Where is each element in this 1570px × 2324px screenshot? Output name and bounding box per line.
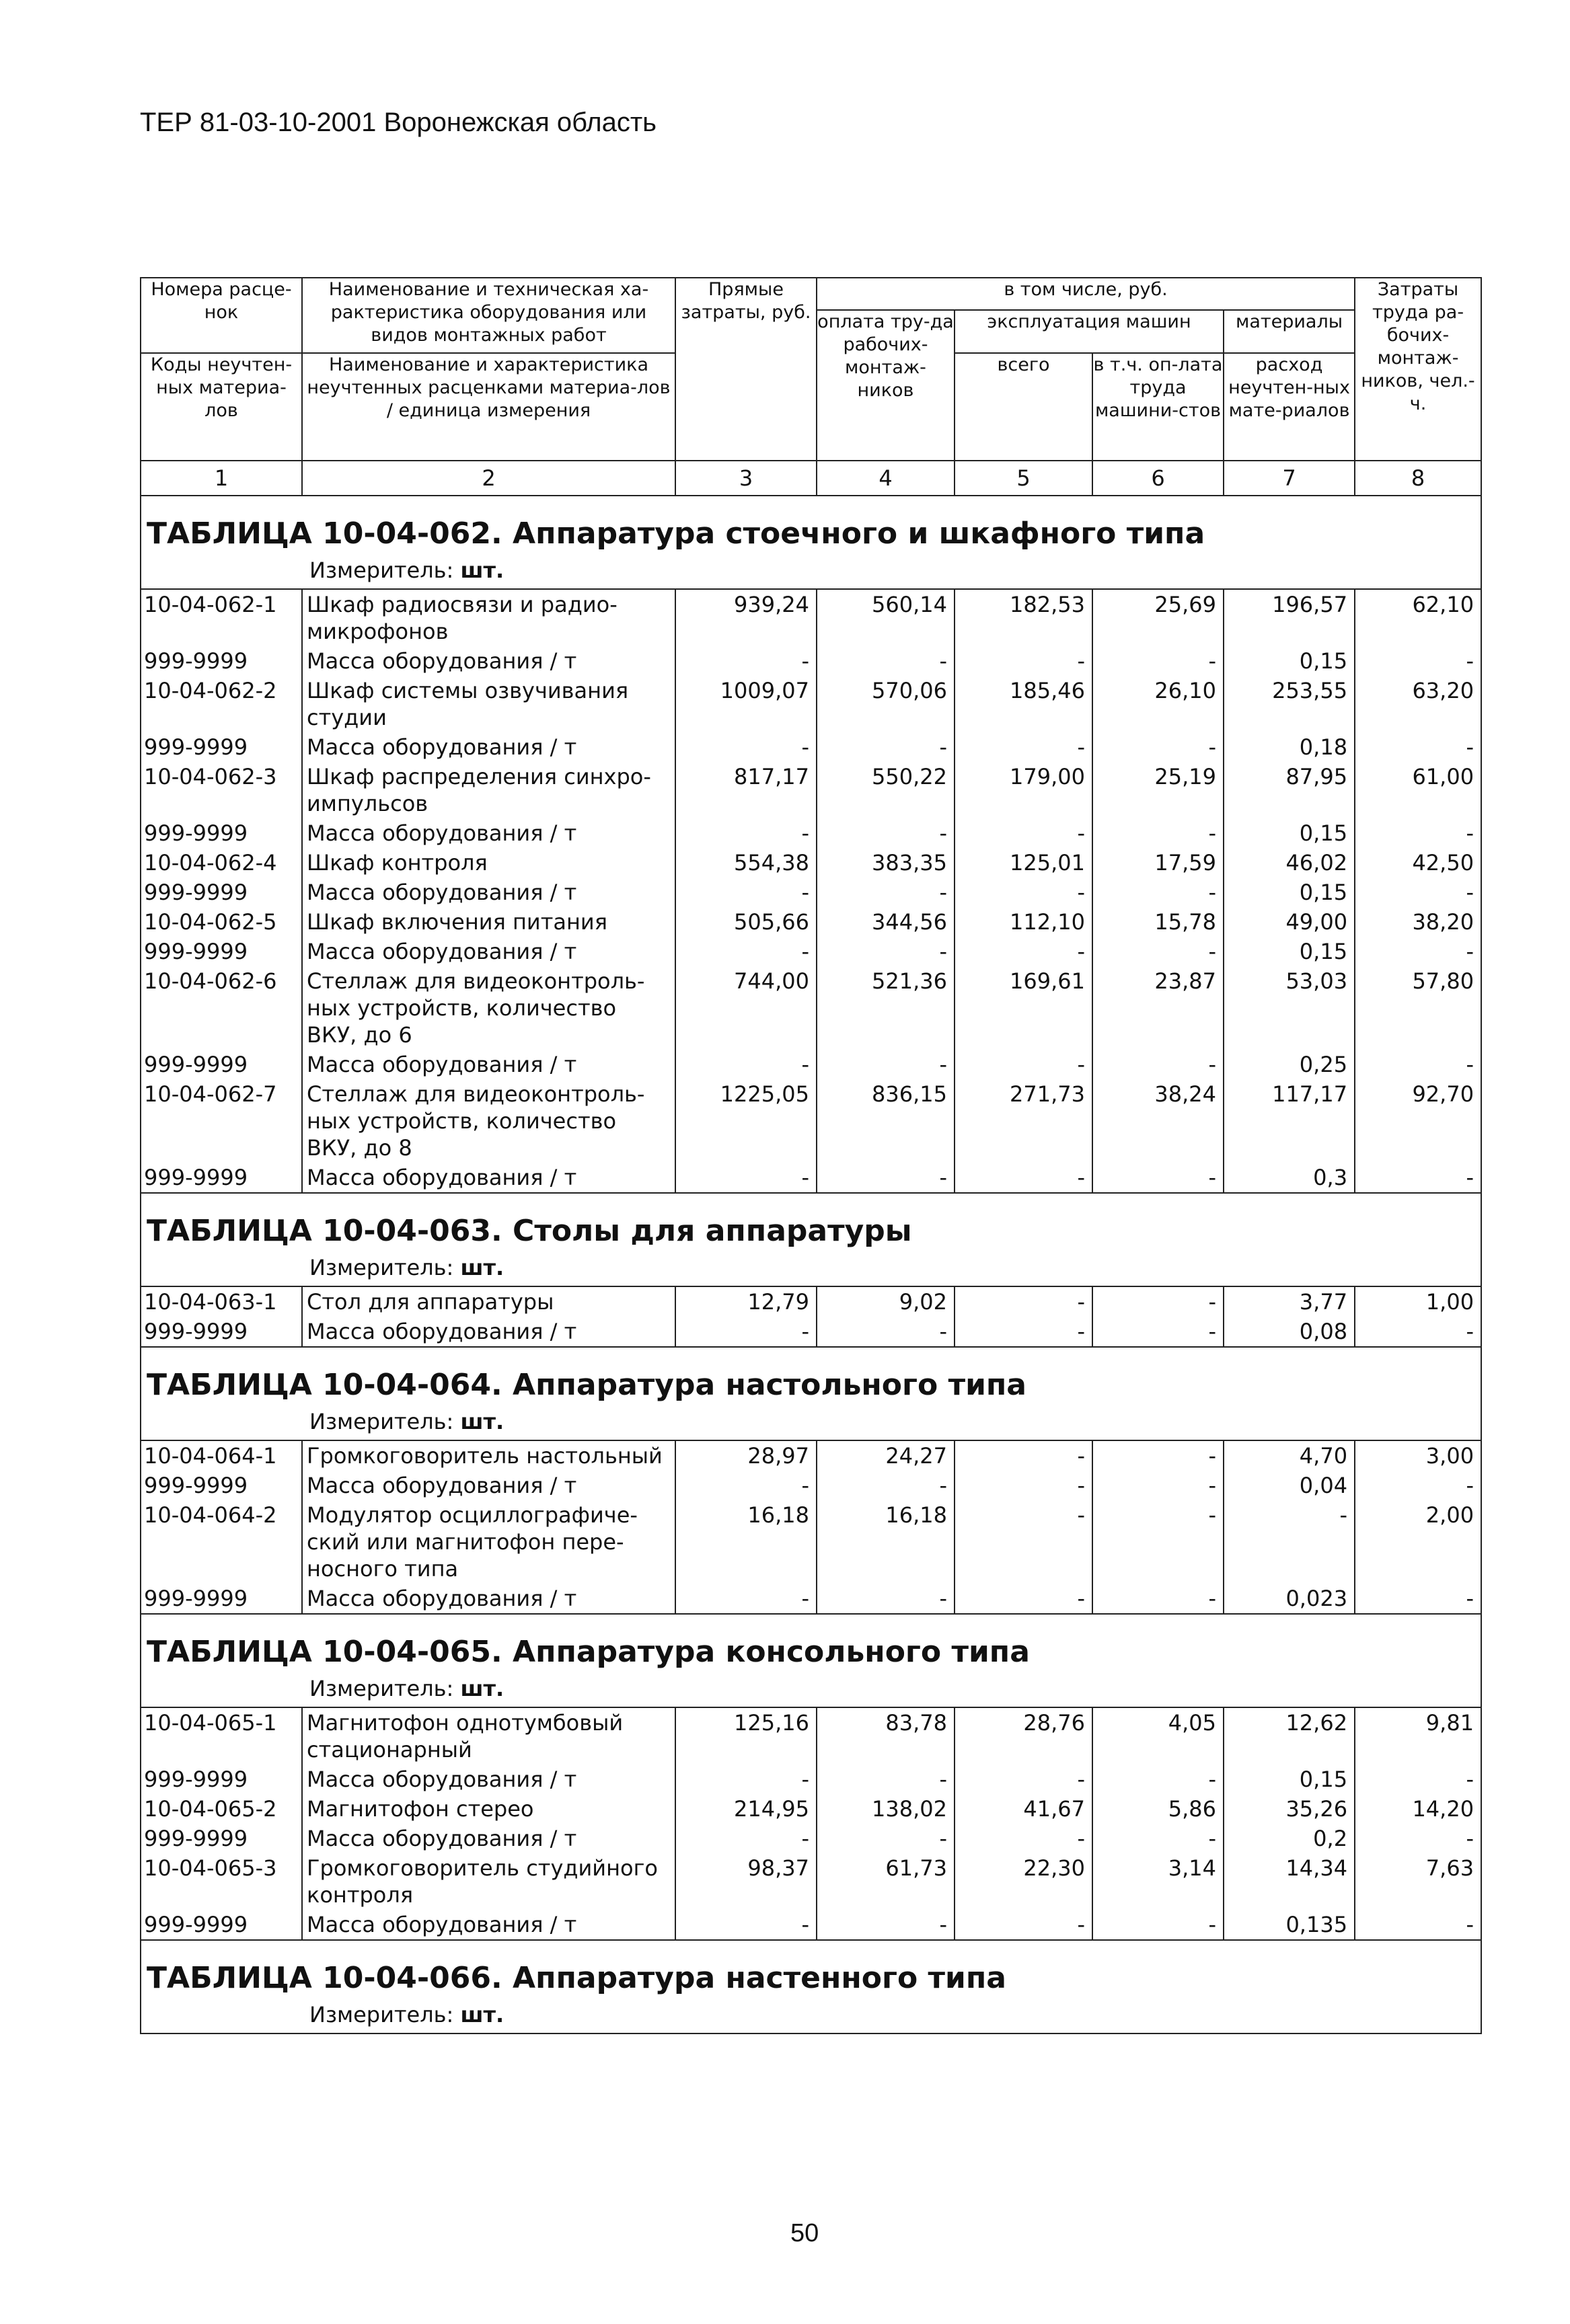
item-name: Шкаф радиосвязи и радио-микрофонов — [302, 589, 675, 646]
labor-hours: 63,20 — [1355, 676, 1481, 732]
measure-label: Измеритель: — [309, 1409, 454, 1434]
direct-cost: - — [675, 937, 817, 966]
item-name: Стеллаж для видеоконтроль-ных устройств, количество ВКУ, до 6 — [302, 966, 675, 1050]
table-header — [141, 278, 1481, 496]
item-name: Масса оборудования / т — [302, 732, 675, 762]
measure-unit: шт. — [460, 1255, 504, 1280]
machine-cost: - — [955, 1317, 1092, 1347]
material-row — [141, 878, 1481, 907]
machine-cost: - — [955, 1584, 1092, 1614]
item-name: Шкаф контроля — [302, 848, 675, 878]
item-name: Магнитофон стерео — [302, 1794, 675, 1824]
direct-cost: - — [675, 1050, 817, 1079]
material-row — [141, 1471, 1481, 1500]
table-title: ТАБЛИЦА 10-04-065. Аппаратура консольного типа — [147, 1635, 1030, 1669]
table-section-header — [141, 496, 1481, 589]
item-name: Магнитофон однотумбовый стационарный — [302, 1707, 675, 1765]
measure-label: Измеритель: — [309, 1255, 454, 1280]
direct-cost: 12,79 — [675, 1286, 817, 1317]
col3-header: Прямые затраты, руб. — [675, 278, 817, 461]
labor-cost: - — [817, 937, 955, 966]
labor-cost: - — [817, 1824, 955, 1853]
rate-row — [141, 1853, 1481, 1910]
rate-row — [141, 676, 1481, 732]
measure-unit: шт. — [460, 557, 504, 583]
rate-code: 10-04-062-1 — [141, 589, 302, 646]
col7-header: расход неучтен-ных мате-риалов — [1224, 353, 1355, 461]
labor-cost: - — [817, 878, 955, 907]
labor-cost: - — [817, 1910, 955, 1940]
material-usage: 0,3 — [1224, 1163, 1355, 1193]
table-title: ТАБЛИЦА 10-04-062. Аппаратура стоечного и шкафного типа — [147, 516, 1205, 551]
measure-line — [141, 1673, 1481, 1707]
machine-cost: - — [955, 646, 1092, 676]
machine-cost: - — [955, 1286, 1092, 1317]
machinist-labor-cost: 25,19 — [1092, 762, 1224, 818]
machinist-labor-cost: - — [1092, 1050, 1224, 1079]
table-section-header — [141, 1614, 1481, 1707]
rate-row — [141, 1794, 1481, 1824]
item-name: Масса оборудования / т — [302, 1824, 675, 1853]
measure-line — [141, 555, 1481, 588]
labor-hours: - — [1355, 1050, 1481, 1079]
rate-row — [141, 1500, 1481, 1584]
column-number: 5 — [955, 461, 1092, 496]
labor-cost: 61,73 — [817, 1853, 955, 1910]
item-name: Шкаф системы озвучивания студии — [302, 676, 675, 732]
labor-hours: 61,00 — [1355, 762, 1481, 818]
material-usage: 35,26 — [1224, 1794, 1355, 1824]
item-name: Громкоговоритель студийного контроля — [302, 1853, 675, 1910]
rate-code: 999-9999 — [141, 1824, 302, 1853]
column-number: 6 — [1092, 461, 1224, 496]
material-usage: 0,15 — [1224, 646, 1355, 676]
machine-cost: 28,76 — [955, 1707, 1092, 1765]
rate-row — [141, 966, 1481, 1050]
labor-hours: - — [1355, 1765, 1481, 1794]
machine-cost: - — [955, 1050, 1092, 1079]
rate-row — [141, 1079, 1481, 1163]
measure-unit: шт. — [460, 1676, 504, 1701]
labor-cost: 836,15 — [817, 1079, 955, 1163]
column-number: 2 — [302, 461, 675, 496]
machine-cost: 22,30 — [955, 1853, 1092, 1910]
labor-hours: - — [1355, 1824, 1481, 1853]
labor-cost: - — [817, 1163, 955, 1193]
machinist-labor-cost: - — [1092, 1286, 1224, 1317]
material-usage: 87,95 — [1224, 762, 1355, 818]
measure-unit: шт. — [460, 2002, 504, 2027]
material-usage: 53,03 — [1224, 966, 1355, 1050]
rate-row — [141, 762, 1481, 818]
machinist-labor-cost: - — [1092, 1500, 1224, 1584]
machinist-labor-cost: - — [1092, 1440, 1224, 1471]
material-usage: 0,08 — [1224, 1317, 1355, 1347]
machine-cost: - — [955, 1500, 1092, 1584]
labor-hours: 9,81 — [1355, 1707, 1481, 1765]
measure-label: Измеритель: — [309, 2002, 454, 2027]
item-name: Масса оборудования / т — [302, 646, 675, 676]
machinist-labor-cost: - — [1092, 937, 1224, 966]
material-usage: 49,00 — [1224, 907, 1355, 937]
machine-cost: 271,73 — [955, 1079, 1092, 1163]
machine-cost: 182,53 — [955, 589, 1092, 646]
labor-hours: 62,10 — [1355, 589, 1481, 646]
labor-hours: - — [1355, 937, 1481, 966]
labor-cost: - — [817, 1317, 955, 1347]
machine-cost: 41,67 — [955, 1794, 1092, 1824]
machines-header: эксплуатация машин — [955, 310, 1224, 353]
machinist-labor-cost: 23,87 — [1092, 966, 1224, 1050]
direct-cost: - — [675, 1163, 817, 1193]
labor-cost: 138,02 — [817, 1794, 955, 1824]
direct-cost: - — [675, 878, 817, 907]
labor-hours: - — [1355, 1317, 1481, 1347]
machine-cost: - — [955, 937, 1092, 966]
labor-hours: 14,20 — [1355, 1794, 1481, 1824]
rate-code: 999-9999 — [141, 1765, 302, 1794]
labor-hours: 38,20 — [1355, 907, 1481, 937]
rates-table — [140, 277, 1482, 2034]
machinist-labor-cost: 3,14 — [1092, 1853, 1224, 1910]
group-header: в том числе, руб. — [817, 278, 1355, 310]
rate-row — [141, 848, 1481, 878]
item-name: Масса оборудования / т — [302, 1471, 675, 1500]
labor-hours: - — [1355, 878, 1481, 907]
item-name: Стол для аппаратуры — [302, 1286, 675, 1317]
rate-row — [141, 1440, 1481, 1471]
labor-cost: 383,35 — [817, 848, 955, 878]
labor-hours: - — [1355, 1471, 1481, 1500]
item-name: Масса оборудования / т — [302, 878, 675, 907]
column-number: 4 — [817, 461, 955, 496]
material-row — [141, 1910, 1481, 1940]
direct-cost: - — [675, 818, 817, 848]
machine-cost: - — [955, 818, 1092, 848]
direct-cost: 505,66 — [675, 907, 817, 937]
rate-row — [141, 1707, 1481, 1765]
labor-cost: - — [817, 1050, 955, 1079]
rate-code: 10-04-062-7 — [141, 1079, 302, 1163]
direct-cost: 744,00 — [675, 966, 817, 1050]
material-usage: 196,57 — [1224, 589, 1355, 646]
direct-cost: 554,38 — [675, 848, 817, 878]
materials-header: материалы — [1224, 310, 1355, 353]
table-section-header — [141, 1347, 1481, 1440]
rate-row — [141, 907, 1481, 937]
material-row — [141, 1584, 1481, 1614]
labor-cost: 550,22 — [817, 762, 955, 818]
material-row — [141, 937, 1481, 966]
labor-hours: 3,00 — [1355, 1440, 1481, 1471]
direct-cost: - — [675, 646, 817, 676]
machinist-labor-cost: 17,59 — [1092, 848, 1224, 878]
direct-cost: 98,37 — [675, 1853, 817, 1910]
rate-code: 999-9999 — [141, 1910, 302, 1940]
table-title: ТАБЛИЦА 10-04-066. Аппаратура настенного типа — [147, 1961, 1006, 1995]
labor-hours: 1,00 — [1355, 1286, 1481, 1317]
machine-cost: - — [955, 732, 1092, 762]
material-usage: 0,135 — [1224, 1910, 1355, 1940]
machinist-labor-cost: 38,24 — [1092, 1079, 1224, 1163]
labor-hours: - — [1355, 818, 1481, 848]
machine-cost: 125,01 — [955, 848, 1092, 878]
machine-cost: 185,46 — [955, 676, 1092, 732]
material-usage: 0,04 — [1224, 1471, 1355, 1500]
col2-top-header: Наименование и техническая ха-рактеристика оборудования или видов монтажных работ — [302, 278, 675, 353]
measure-line — [141, 1406, 1481, 1440]
material-usage: 0,023 — [1224, 1584, 1355, 1614]
labor-hours: 2,00 — [1355, 1500, 1481, 1584]
direct-cost: 214,95 — [675, 1794, 817, 1824]
measure-unit: шт. — [460, 1409, 504, 1434]
labor-cost: 83,78 — [817, 1707, 955, 1765]
rate-code: 10-04-062-2 — [141, 676, 302, 732]
item-name: Шкаф распределения синхро-импульсов — [302, 762, 675, 818]
material-row — [141, 1317, 1481, 1347]
material-row — [141, 646, 1481, 676]
labor-cost: - — [817, 646, 955, 676]
rate-code: 999-9999 — [141, 878, 302, 907]
col1-bottom-header: Коды неучтен-ных материа-лов — [141, 353, 302, 461]
direct-cost: - — [675, 1471, 817, 1500]
material-usage: 3,77 — [1224, 1286, 1355, 1317]
material-usage: 0,15 — [1224, 937, 1355, 966]
direct-cost: - — [675, 1765, 817, 1794]
rate-code: 999-9999 — [141, 1317, 302, 1347]
material-usage: 12,62 — [1224, 1707, 1355, 1765]
labor-cost: 570,06 — [817, 676, 955, 732]
rate-code: 999-9999 — [141, 1584, 302, 1614]
material-usage: 0,25 — [1224, 1050, 1355, 1079]
col4-header: оплата тру-да рабочих-монтаж-ников — [817, 310, 955, 461]
direct-cost: 28,97 — [675, 1440, 817, 1471]
rate-code: 10-04-063-1 — [141, 1286, 302, 1317]
page-number: 50 — [790, 2219, 819, 2247]
col5-header: всего — [955, 353, 1092, 461]
table-section-cell — [141, 1940, 1481, 2034]
material-usage: 0,15 — [1224, 878, 1355, 907]
column-number: 3 — [675, 461, 817, 496]
direct-cost: 1225,05 — [675, 1079, 817, 1163]
machinist-labor-cost: - — [1092, 646, 1224, 676]
item-name: Громкоговоритель настольный — [302, 1440, 675, 1471]
column-number: 7 — [1224, 461, 1355, 496]
rate-code: 10-04-062-3 — [141, 762, 302, 818]
material-usage: 0,15 — [1224, 818, 1355, 848]
machinist-labor-cost: - — [1092, 818, 1224, 848]
machinist-labor-cost: - — [1092, 1163, 1224, 1193]
labor-cost: - — [817, 818, 955, 848]
machine-cost: 112,10 — [955, 907, 1092, 937]
machinist-labor-cost: 25,69 — [1092, 589, 1224, 646]
machinist-labor-cost: - — [1092, 1584, 1224, 1614]
table-body — [141, 496, 1481, 2034]
col1-top-header: Номера расце-нок — [141, 278, 302, 353]
machinist-labor-cost: 15,78 — [1092, 907, 1224, 937]
machine-cost: 169,61 — [955, 966, 1092, 1050]
machinist-labor-cost: - — [1092, 1910, 1224, 1940]
labor-hours: 92,70 — [1355, 1079, 1481, 1163]
material-usage: 4,70 — [1224, 1440, 1355, 1471]
machine-cost: - — [955, 1163, 1092, 1193]
machine-cost: - — [955, 1910, 1092, 1940]
table-section-cell — [141, 496, 1481, 589]
labor-cost: - — [817, 1584, 955, 1614]
material-row — [141, 1163, 1481, 1193]
machinist-labor-cost: 5,86 — [1092, 1794, 1224, 1824]
rate-code: 999-9999 — [141, 1050, 302, 1079]
labor-cost: 9,02 — [817, 1286, 955, 1317]
table-section-header — [141, 1940, 1481, 2034]
rate-code: 999-9999 — [141, 818, 302, 848]
direct-cost: 125,16 — [675, 1707, 817, 1765]
material-row — [141, 1765, 1481, 1794]
direct-cost: - — [675, 1317, 817, 1347]
rate-code: 10-04-062-5 — [141, 907, 302, 937]
rate-code: 10-04-064-1 — [141, 1440, 302, 1471]
measure-label: Измеритель: — [309, 557, 454, 583]
direct-cost: 817,17 — [675, 762, 817, 818]
column-number: 8 — [1355, 461, 1481, 496]
labor-hours: - — [1355, 1163, 1481, 1193]
col8-header: Затраты труда ра-бочих-монтаж-ников, чел.-ч. — [1355, 278, 1481, 461]
table-title: ТАБЛИЦА 10-04-063. Столы для аппаратуры — [147, 1214, 912, 1248]
page-header: ТЕР 81-03-10-2001 Воронежская область — [140, 108, 657, 137]
machinist-labor-cost: - — [1092, 1765, 1224, 1794]
machinist-labor-cost: - — [1092, 1471, 1224, 1500]
direct-cost: - — [675, 732, 817, 762]
direct-cost: 16,18 — [675, 1500, 817, 1584]
material-usage: 253,55 — [1224, 676, 1355, 732]
rate-code: 999-9999 — [141, 1163, 302, 1193]
machine-cost: - — [955, 1440, 1092, 1471]
labor-hours: - — [1355, 646, 1481, 676]
labor-cost: - — [817, 732, 955, 762]
machinist-labor-cost: - — [1092, 1824, 1224, 1853]
rate-code: 10-04-064-2 — [141, 1500, 302, 1584]
measure-label: Измеритель: — [309, 1676, 454, 1701]
rate-code: 10-04-062-4 — [141, 848, 302, 878]
labor-cost: 16,18 — [817, 1500, 955, 1584]
material-row — [141, 818, 1481, 848]
machine-cost: - — [955, 1471, 1092, 1500]
machinist-labor-cost: 4,05 — [1092, 1707, 1224, 1765]
item-name: Масса оборудования / т — [302, 818, 675, 848]
rate-code: 999-9999 — [141, 646, 302, 676]
item-name: Масса оборудования / т — [302, 1163, 675, 1193]
measure-line — [141, 1252, 1481, 1286]
machinist-labor-cost: - — [1092, 878, 1224, 907]
machinist-labor-cost: 26,10 — [1092, 676, 1224, 732]
table-section-cell — [141, 1347, 1481, 1440]
rate-code: 10-04-065-2 — [141, 1794, 302, 1824]
machine-cost: - — [955, 878, 1092, 907]
labor-cost: 24,27 — [817, 1440, 955, 1471]
item-name: Масса оборудования / т — [302, 1050, 675, 1079]
labor-cost: 560,14 — [817, 589, 955, 646]
item-name: Масса оборудования / т — [302, 1910, 675, 1940]
direct-cost: - — [675, 1584, 817, 1614]
item-name: Модулятор осциллографиче-ский или магнитофон пере-носного типа — [302, 1500, 675, 1584]
machinist-labor-cost: - — [1092, 732, 1224, 762]
machinist-labor-cost: - — [1092, 1317, 1224, 1347]
material-usage: - — [1224, 1500, 1355, 1584]
item-name: Шкаф включения питания — [302, 907, 675, 937]
direct-cost: - — [675, 1910, 817, 1940]
material-row — [141, 1050, 1481, 1079]
labor-hours: 57,80 — [1355, 966, 1481, 1050]
col2-bottom-header: Наименование и характеристика неучтенных расценками материа-лов / единица измерения — [302, 353, 675, 461]
labor-hours: - — [1355, 732, 1481, 762]
material-usage: 117,17 — [1224, 1079, 1355, 1163]
material-usage: 0,18 — [1224, 732, 1355, 762]
machine-cost: 179,00 — [955, 762, 1092, 818]
rate-code: 10-04-065-3 — [141, 1853, 302, 1910]
material-usage: 0,2 — [1224, 1824, 1355, 1853]
rate-row — [141, 589, 1481, 646]
direct-cost: 1009,07 — [675, 676, 817, 732]
labor-cost: 521,36 — [817, 966, 955, 1050]
item-name: Масса оборудования / т — [302, 1584, 675, 1614]
labor-hours: - — [1355, 1584, 1481, 1614]
table-section-cell — [141, 1193, 1481, 1286]
labor-cost: - — [817, 1765, 955, 1794]
material-usage: 14,34 — [1224, 1853, 1355, 1910]
direct-cost: 939,24 — [675, 589, 817, 646]
labor-hours: 7,63 — [1355, 1853, 1481, 1910]
direct-cost: - — [675, 1824, 817, 1853]
rate-code: 999-9999 — [141, 937, 302, 966]
table-title: ТАБЛИЦА 10-04-064. Аппаратура настольного типа — [147, 1368, 1026, 1402]
table-section-cell — [141, 1614, 1481, 1707]
item-name: Масса оборудования / т — [302, 937, 675, 966]
labor-cost: 344,56 — [817, 907, 955, 937]
material-row — [141, 732, 1481, 762]
labor-cost: - — [817, 1471, 955, 1500]
rate-code: 10-04-062-6 — [141, 966, 302, 1050]
machine-cost: - — [955, 1824, 1092, 1853]
material-usage: 46,02 — [1224, 848, 1355, 878]
measure-line — [141, 1999, 1481, 2033]
item-name: Масса оборудования / т — [302, 1317, 675, 1347]
rate-code: 999-9999 — [141, 732, 302, 762]
machine-cost: - — [955, 1765, 1092, 1794]
column-number: 1 — [141, 461, 302, 496]
rate-code: 10-04-065-1 — [141, 1707, 302, 1765]
rate-code: 999-9999 — [141, 1471, 302, 1500]
material-row — [141, 1824, 1481, 1853]
labor-hours: - — [1355, 1910, 1481, 1940]
column-numbers-row — [141, 461, 1481, 496]
item-name: Стеллаж для видеоконтроль-ных устройств, количество ВКУ, до 8 — [302, 1079, 675, 1163]
rate-row — [141, 1286, 1481, 1317]
labor-hours: 42,50 — [1355, 848, 1481, 878]
table-section-header — [141, 1193, 1481, 1286]
col6-header: в т.ч. оп-лата труда машини-стов — [1092, 353, 1224, 461]
material-usage: 0,15 — [1224, 1765, 1355, 1794]
item-name: Масса оборудования / т — [302, 1765, 675, 1794]
